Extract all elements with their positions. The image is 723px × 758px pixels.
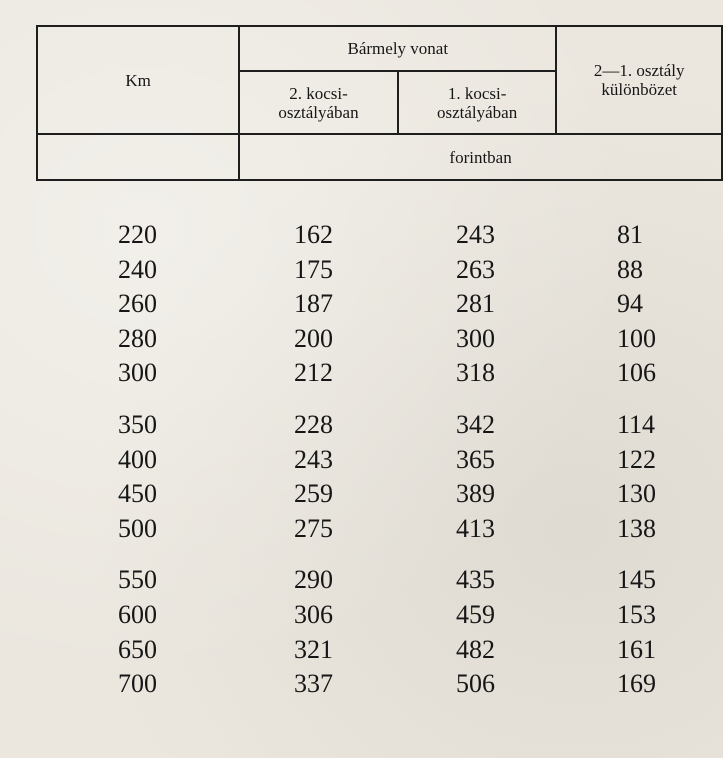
class1-fare-cell: 263 xyxy=(456,254,495,284)
km-cell: 550 xyxy=(118,565,157,595)
empty-unit-cell xyxy=(37,134,239,180)
km-cell: 700 xyxy=(118,669,157,699)
table-row xyxy=(0,563,723,598)
class2-fare-cell: 275 xyxy=(294,513,333,543)
class2-fare-cell: 259 xyxy=(294,479,333,509)
difference-cell: 100 xyxy=(617,323,656,353)
km-cell: 280 xyxy=(118,323,157,353)
class1-fare-cell: 482 xyxy=(456,634,495,664)
difference-cell: 169 xyxy=(617,669,656,699)
fare-table-body xyxy=(0,218,723,702)
km-cell: 450 xyxy=(118,479,157,509)
any-train-label: Bármely vonat xyxy=(347,39,449,58)
class2-fare-cell: 212 xyxy=(294,358,333,388)
difference-cell: 94 xyxy=(617,289,643,319)
class2-fare-cell: 162 xyxy=(294,220,333,249)
class1-fare-cell: 243 xyxy=(456,220,495,249)
class2-fare-cell: 306 xyxy=(294,599,333,629)
km-cell: 650 xyxy=(118,634,157,664)
table-row xyxy=(0,598,723,633)
class2-fare-cell: 175 xyxy=(294,254,333,284)
class2-fare-cell: 321 xyxy=(294,634,333,664)
difference-cell: 145 xyxy=(617,565,656,595)
difference-cell: 106 xyxy=(617,358,656,388)
difference-cell: 122 xyxy=(617,444,656,474)
class2-fare-cell: 228 xyxy=(294,409,333,439)
class2-fare-cell: 187 xyxy=(294,289,333,319)
table-row xyxy=(0,322,723,357)
km-header xyxy=(37,26,239,134)
any-train-header xyxy=(239,26,556,71)
class2-fare-cell: 243 xyxy=(294,444,333,474)
difference-cell: 88 xyxy=(617,254,643,284)
difference-cell: 138 xyxy=(617,513,656,543)
km-cell: 350 xyxy=(118,409,157,439)
difference-label-line2: különbözet xyxy=(601,80,677,99)
table-row xyxy=(0,667,723,702)
class2-label-line1: 2. kocsi- xyxy=(289,83,348,103)
difference-header xyxy=(556,26,722,134)
km-cell: 400 xyxy=(118,444,157,474)
km-header-label: Km xyxy=(125,70,151,90)
class1-fare-cell: 318 xyxy=(456,358,495,388)
km-cell: 500 xyxy=(118,513,157,543)
km-cell: 240 xyxy=(118,254,157,284)
table-row xyxy=(0,287,723,322)
table-row xyxy=(0,633,723,668)
class1-fare-cell: 281 xyxy=(456,289,495,319)
class1-fare-cell: 413 xyxy=(456,513,495,543)
class2-header xyxy=(239,71,398,134)
difference-cell: 81 xyxy=(617,220,643,249)
class2-fare-cell: 200 xyxy=(294,323,333,353)
table-row xyxy=(0,443,723,478)
class1-fare-cell: 506 xyxy=(456,669,495,699)
difference-cell: 114 xyxy=(617,409,656,439)
table-row xyxy=(0,408,723,443)
class2-fare-cell: 290 xyxy=(294,565,333,595)
class1-label-line1: 1. kocsi- xyxy=(447,83,507,103)
difference-cell: 153 xyxy=(617,599,656,629)
table-row xyxy=(0,218,723,253)
unit-header xyxy=(239,134,722,180)
unit-label: forintban xyxy=(449,147,512,167)
class1-fare-cell: 342 xyxy=(456,409,495,439)
class1-fare-cell: 365 xyxy=(456,444,495,474)
class1-fare-cell: 435 xyxy=(456,565,495,595)
table-row xyxy=(0,477,723,512)
class1-header xyxy=(398,71,557,134)
table-row xyxy=(0,356,723,391)
difference-cell: 130 xyxy=(617,479,656,509)
difference-cell: 161 xyxy=(617,634,656,664)
class1-fare-cell: 389 xyxy=(456,479,495,509)
table-row xyxy=(0,512,723,547)
km-cell: 220 xyxy=(118,220,157,249)
class2-label-line2: osztályában xyxy=(278,102,359,122)
class1-label-line2: osztályában xyxy=(436,102,518,122)
km-cell: 600 xyxy=(118,599,157,629)
km-cell: 300 xyxy=(118,358,157,388)
table-row xyxy=(0,253,723,288)
class1-fare-cell: 459 xyxy=(456,599,495,629)
km-cell: 260 xyxy=(118,289,157,319)
fare-table-header xyxy=(36,25,723,181)
class1-fare-cell: 300 xyxy=(456,323,495,353)
difference-label-line1: 2—1. osztály xyxy=(593,61,685,80)
class2-fare-cell: 337 xyxy=(294,669,333,699)
